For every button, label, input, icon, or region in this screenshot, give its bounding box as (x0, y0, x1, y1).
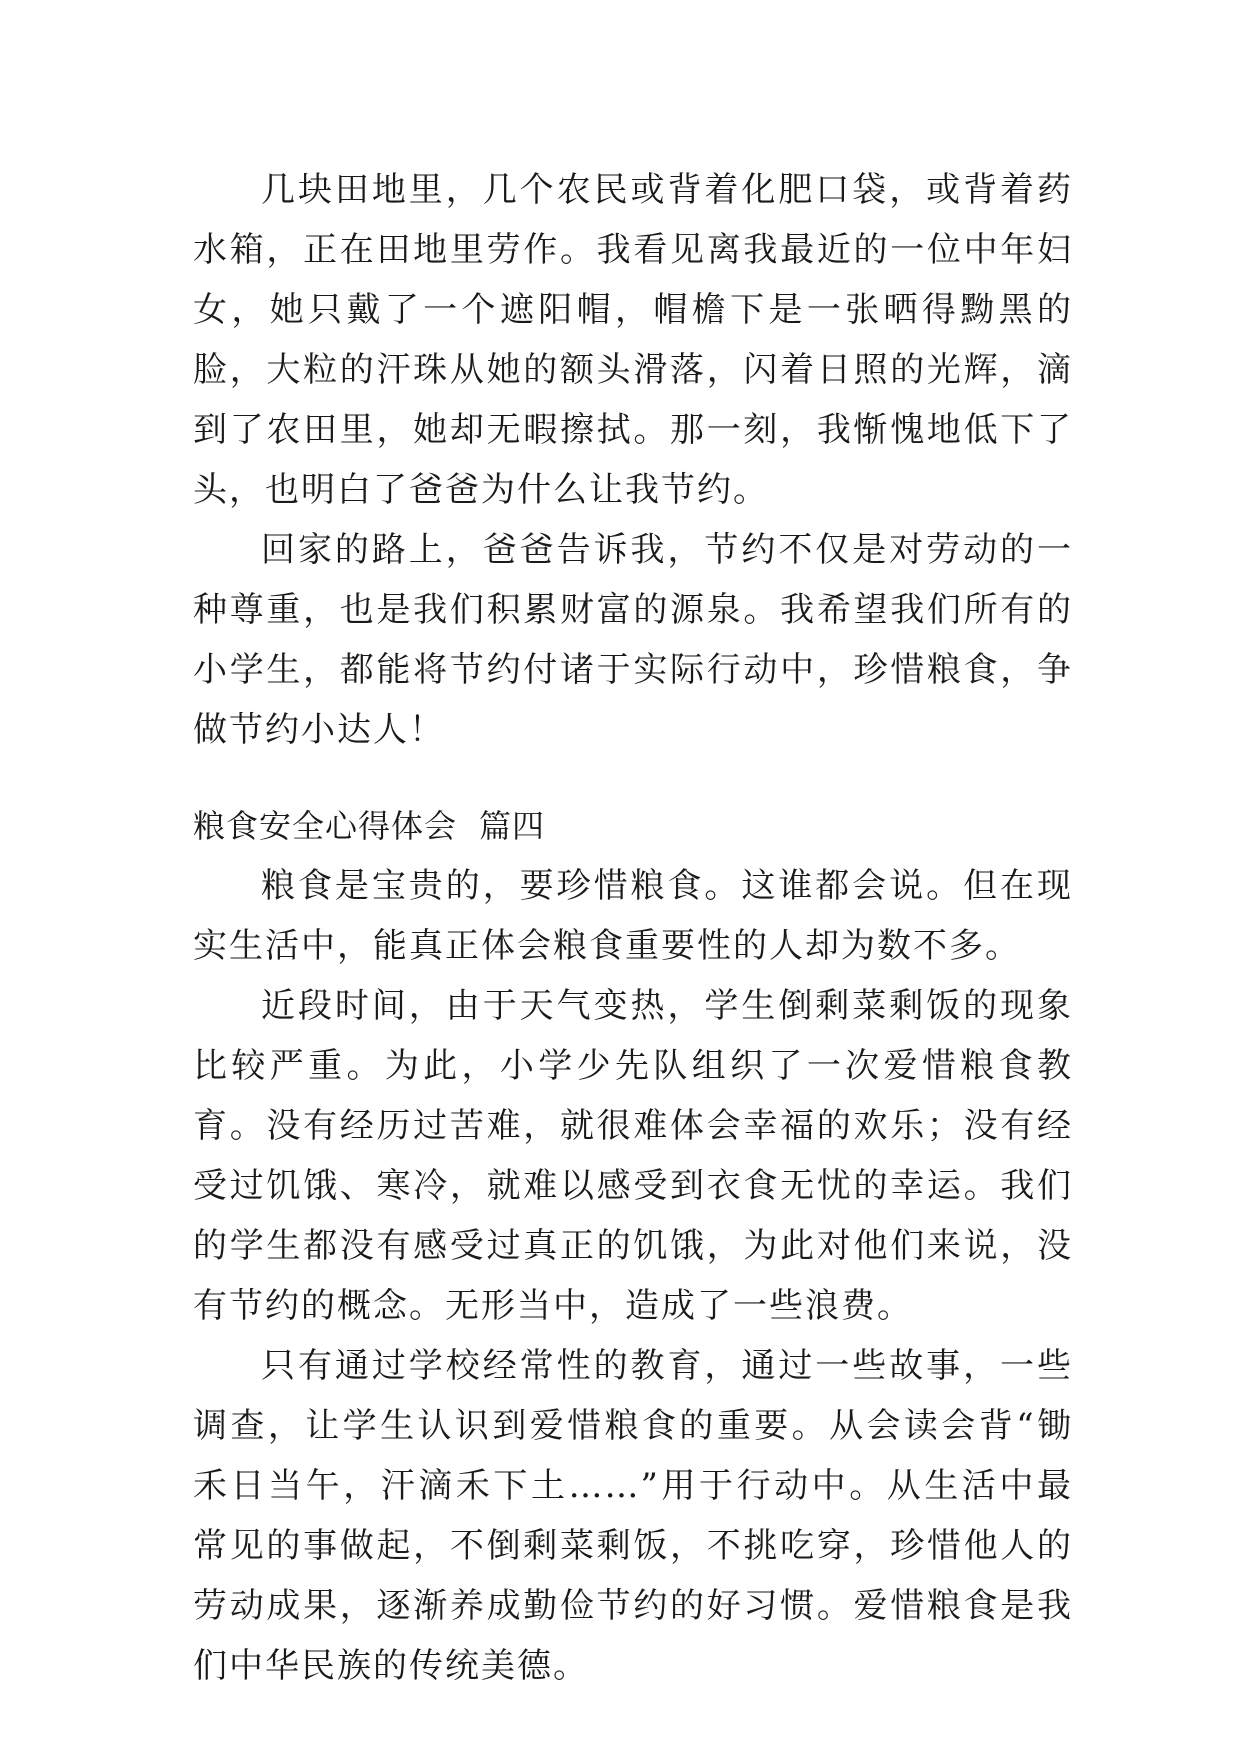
section-heading (193, 796, 1073, 856)
paragraph-school-education: 只有通过学校经常性的教育，通过一些故事，一些调查，让学生认识到爱惜粮食的重要。从会读会背“锄禾日当午，汗滴禾下土……”用于行动中。从生活中最常见的事做起，不倒剩菜剩饭，不挑吃穿，珍惜他人的劳动成果，逐渐养成勤俭节约的好习惯。爱惜粮食是我们中华民族的传统美德。 (193, 1346, 1073, 1686)
paragraph-grain-precious: 粮食是宝贵的，要珍惜粮食。这谁都会说。但在现实生活中，能真正体会粮食重要性的人却为数不多。 (193, 866, 1073, 966)
section-label: 篇四 (479, 807, 546, 845)
section-title: 粮食安全心得体会 (193, 807, 458, 845)
paragraph-farmers: 几块田地里，几个农民或背着化肥口袋，或背着药水箱，正在田地里劳作。我看见离我最近的一位中年妇女，她只戴了一个遮阳帽，帽檐下是一张晒得黝黑的脸，大粒的汗珠从她的额头滑落，闪着日照的光辉，滴到了农田里，她却无暇擦拭。那一刻，我惭愧地低下了头，也明白了爸爸为什么让我节约。 (193, 170, 1073, 510)
document-page (193, 160, 1073, 1696)
paragraph-way-home: 回家的路上，爸爸告诉我，节约不仅是对劳动的一种尊重，也是我们积累财富的源泉。我希望我们所有的小学生，都能将节约付诸于实际行动中，珍惜粮食，争做节约小达人！ (193, 530, 1073, 750)
paragraph-waste-phenomenon: 近段时间，由于天气变热，学生倒剩菜剩饭的现象比较严重。为此，小学少先队组织了一次爱惜粮食教育。没有经历过苦难，就很难体会幸福的欢乐；没有经受过饥饿、寒冷，就难以感受到衣食无忧的幸运。我们的学生都没有感受过真正的饥饿，为此对他们来说，没有节约的概念。无形当中，造成了一些浪费。 (193, 986, 1073, 1326)
